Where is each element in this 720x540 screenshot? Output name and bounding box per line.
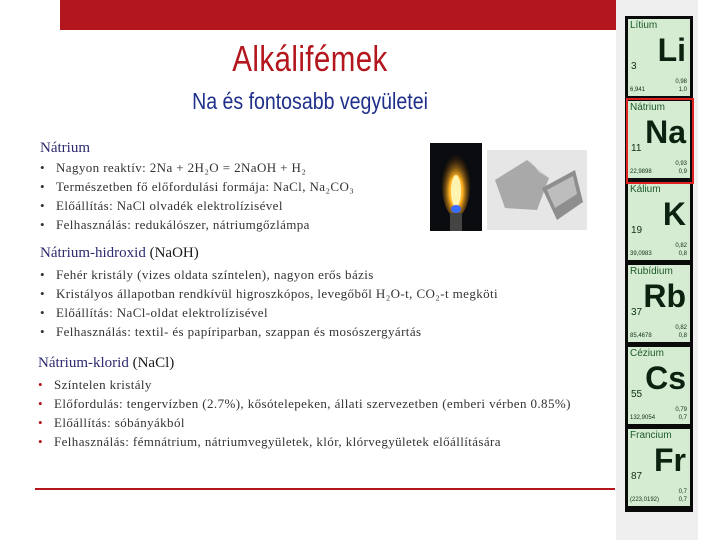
element-tile-li: Lítium Li 3 0,98 6,941 1,0: [628, 19, 690, 96]
element-tile-na: Nátrium Na 11 0,93 22,9898 0,9: [628, 101, 690, 178]
bullet-icon: •: [38, 415, 43, 430]
list-item: • Színtelen kristály: [38, 377, 152, 392]
natrium-list: [40, 158, 425, 234]
sodium-highlight-frame: [626, 98, 694, 184]
list-item: • Nagyon reaktív: 2Na + 2H₂O = 2NaOH + H₂: [40, 160, 307, 175]
section-heading-text: Nátrium: [40, 140, 90, 156]
sodium-metal-image: [487, 150, 587, 230]
element-tile-fr: Francium Fr 87 0,7 (223,0192) 0,7: [628, 429, 690, 506]
top-accent-bar: [60, 0, 616, 30]
element-tile-rb: Rubídium Rb 37 0,82 85,4678 0,8: [628, 265, 690, 342]
bullet-icon: •: [40, 179, 45, 194]
list-item: • Előállítás: NaCl olvadék elektrolízisével: [40, 198, 283, 213]
bottom-divider: [35, 488, 615, 490]
list-item: • Fehér kristály (vizes oldata színtelen), nagyon erős bázis: [40, 267, 374, 282]
section-heading-natrium-klorid: Nátrium-klorid (NaCl): [38, 355, 175, 371]
list-item: • Előállítás: sóbányákból: [38, 415, 185, 430]
periodic-table-column: [625, 16, 693, 512]
bullet-icon: •: [38, 396, 43, 411]
sodium-flame-image: [430, 143, 482, 231]
bullet-icon: •: [38, 434, 43, 449]
section-heading-natrium: [40, 140, 90, 157]
bullet-icon: •: [40, 198, 45, 213]
list-item: • Felhasználás: fémnátrium, nátriumvegyületek, klór, klórvegyületek előállítására: [38, 434, 501, 449]
list-item: • Felhasználás: textil- és papíriparban, szappan és mosószergyártás: [40, 324, 422, 339]
list-item: • Természetben fő előfordulási formája: NaCl, Na₂CO₃: [40, 179, 355, 194]
bullet-icon: •: [40, 324, 45, 339]
bullet-icon: •: [40, 160, 45, 175]
element-tile-k: Kálium K 19 0,82 39,0983 0,8: [628, 183, 690, 260]
bullet-icon: •: [38, 377, 43, 392]
bullet-icon: •: [40, 267, 45, 282]
list-item: • Előállítás: NaCl-oldat elektrolízisével: [40, 305, 268, 320]
page-title: Alkálifémek: [232, 38, 388, 79]
natrium-hidroxid-list: [40, 265, 610, 341]
list-item: • Kristályos állapotban rendkívül higroszkópos, levegőből H₂O-t, CO₂-t megköti: [40, 286, 499, 301]
list-item: • Előfordulás: tengervízben (2.7%), kősótelepeken, állati szervezetben (emberi vérben 0.85%): [38, 396, 571, 411]
bullet-icon: •: [40, 305, 45, 320]
element-tile-cs: Cézium Cs 55 0,79 132,9054 0,7: [628, 347, 690, 424]
natrium-klorid-list: [38, 375, 608, 451]
bullet-icon: •: [40, 217, 45, 232]
list-item: • Felhasználás: redukálószer, nátriumgőzlámpa: [40, 217, 310, 232]
section-heading-natrium-hidroxid: Nátrium-hidroxid (NaOH): [40, 245, 199, 261]
bullet-icon: •: [40, 286, 45, 301]
page-subtitle: Na és fontosabb vegyületei: [192, 88, 428, 114]
